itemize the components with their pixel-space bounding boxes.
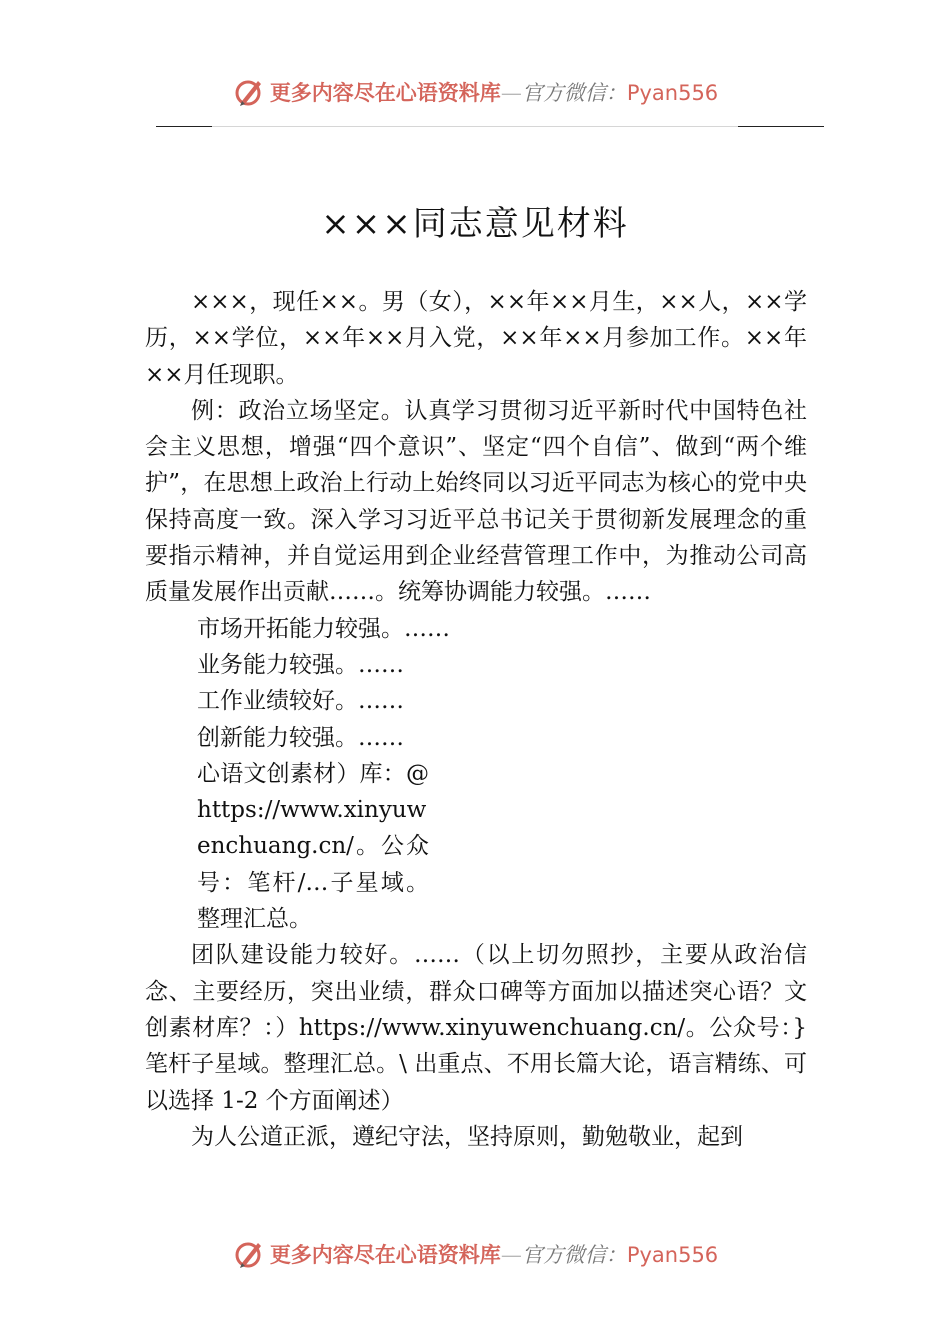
banner-wechat-id: Pyan556 xyxy=(626,1243,719,1267)
paragraph-watermark-note: 心语文创素材）库：@https://www.xinyuwenchuang.cn/。公众号：笔杆/…子星域。整理汇总。 xyxy=(197,760,429,933)
banner-dash: — xyxy=(500,1243,522,1267)
header-banner xyxy=(0,72,950,112)
document-body xyxy=(145,284,807,1155)
paragraph-performance: 工作业绩较好。…… xyxy=(197,688,404,715)
logo-pen-circle-icon xyxy=(232,1237,266,1271)
banner-main: 更多内容尽在心语资料库 xyxy=(269,1242,501,1267)
paragraph-team: 团队建设能力较好。……（以上切勿照抄，主要从政治信念、主要经历，突出业绩，群众口碑等方面加以描述突心语？文创素材库？：）https://www.xinyuwenchuang.cn/。公众号：}笔杆子星域。整理汇总。\ 出重点、不用长篇大论，语言精练、可以选择 1-2 个方面阐述） xyxy=(145,942,807,1114)
banner-text xyxy=(270,77,718,107)
paragraph-basic-info: ×××，现任××。男（女），××年××月生，××人，××学历，××学位，××年××月入党，××年××月参加工作。××年××月任现职。 xyxy=(145,289,807,388)
header-rule-left xyxy=(156,126,212,127)
document-title: ×××同志意见材料 xyxy=(321,204,629,244)
header-rule-mid xyxy=(212,126,738,127)
logo-pen-circle-icon xyxy=(232,75,266,109)
footer-banner xyxy=(0,1234,950,1274)
banner-main: 更多内容尽在心语资料库 xyxy=(269,80,501,105)
paragraph-integrity: 为人公道正派，遵纪守法，坚持原则，勤勉敬业，起到 xyxy=(191,1123,743,1150)
paragraph-business: 业务能力较强。…… xyxy=(197,651,404,678)
paragraph-political: 例：政治立场坚定。认真学习贯彻习近平新时代中国特色社会主义思想，增强“四个意识”、坚定“四个自信”、做到“两个维护”，在思想上政治上行动上始终同以习近平同志为核心的党中央保持高度一致。深入学习习近平总书记关于贯彻新发展理念的重要指示精神，并自觉运用到企业经营管理工作中，为推动公司高质量发展作出贡献……。统筹协调能力较强。…… xyxy=(145,397,807,606)
banner-dash: — xyxy=(500,81,522,105)
banner-wechat-label: 官方微信： xyxy=(521,81,627,105)
banner-text xyxy=(270,1239,718,1269)
paragraph-market: 市场开拓能力较强。…… xyxy=(197,615,450,642)
header-rule-right xyxy=(738,126,824,127)
banner-wechat-label: 官方微信： xyxy=(521,1243,627,1267)
banner-wechat-id: Pyan556 xyxy=(626,81,719,105)
paragraph-innovation: 创新能力较强。…… xyxy=(197,724,404,751)
